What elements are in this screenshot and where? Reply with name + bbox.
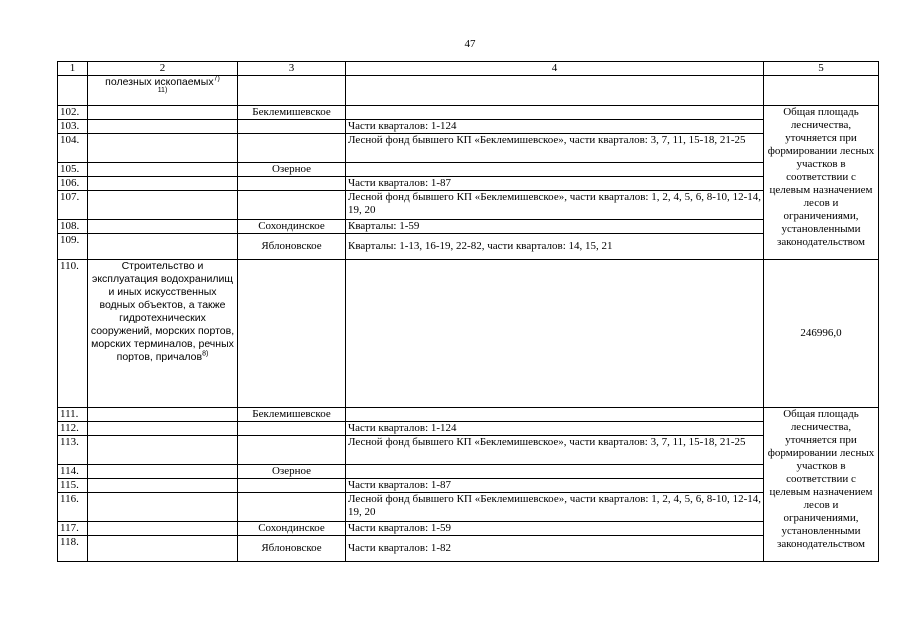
quarters-cell: Лесной фонд бывшего КП «Беклемишевское», части кварталов: 3, 7, 11, 15-18, 21-25: [346, 134, 764, 163]
forestry-name: Беклемишевское: [238, 106, 346, 120]
row-number: 115.: [58, 479, 88, 493]
table-row: [58, 106, 879, 120]
column-header: 4: [346, 62, 764, 76]
purpose-continued-text: полезных ископаемых: [105, 76, 214, 88]
empty-cell: [88, 436, 238, 465]
forestry-name: [238, 479, 346, 493]
table-row: [58, 522, 879, 536]
purpose-cell: [88, 260, 238, 408]
forestry-table: [57, 61, 879, 562]
forestry-name: Яблоновское: [238, 536, 346, 562]
quarters-cell: Части кварталов: 1-59: [346, 522, 764, 536]
area-cell: Общая площадь лесничества, уточняется при формировании лесных участков в соответствии с целевым назначением лесов и ограничениями, установленными законодательством: [764, 408, 879, 562]
empty-cell: [346, 76, 764, 106]
row-number: 107.: [58, 191, 88, 220]
table-row: [58, 422, 879, 436]
empty-cell: [238, 76, 346, 106]
empty-cell: [88, 234, 238, 260]
forestry-name: [238, 436, 346, 465]
row-number: 116.: [58, 493, 88, 522]
continued-row: [58, 76, 879, 106]
empty-cell: [88, 163, 238, 177]
quarters-cell: Лесной фонд бывшего КП «Беклемишевское», части кварталов: 1, 2, 4, 5, 6, 8-10, 12-14, 19, 20: [346, 191, 764, 220]
row-number: 114.: [58, 465, 88, 479]
forestry-name: [238, 191, 346, 220]
forestry-name: [238, 134, 346, 163]
quarters-cell: Части кварталов: 1-124: [346, 422, 764, 436]
empty-cell: [88, 536, 238, 562]
row-number: 118.: [58, 536, 88, 562]
quarters-cell: [346, 465, 764, 479]
row-number: 104.: [58, 134, 88, 163]
quarters-cell: Кварталы: 1-13, 16-19, 22-82, части кварталов: 14, 15, 21: [346, 234, 764, 260]
table-row: [58, 465, 879, 479]
table-row: [58, 134, 879, 163]
empty-cell: [88, 465, 238, 479]
forestry-name: [238, 493, 346, 522]
forestry-name: Сохондинское: [238, 522, 346, 536]
empty-cell: [88, 493, 238, 522]
footnote-ref: 8): [202, 350, 209, 358]
table-row: [58, 220, 879, 234]
quarters-cell: [346, 163, 764, 177]
row-number: 105.: [58, 163, 88, 177]
table-row: [58, 120, 879, 134]
forestry-name: Яблоновское: [238, 234, 346, 260]
table-row: [58, 177, 879, 191]
column-header: 2: [88, 62, 238, 76]
empty-cell: [88, 522, 238, 536]
table-row: [58, 260, 879, 408]
table-row: [58, 408, 879, 422]
quarters-cell: Части кварталов: 1-87: [346, 479, 764, 493]
empty-cell: [58, 76, 88, 106]
empty-cell: [88, 134, 238, 163]
empty-cell: [764, 76, 879, 106]
row-number: 113.: [58, 436, 88, 465]
column-header: 5: [764, 62, 879, 76]
row-number: 112.: [58, 422, 88, 436]
row-number: 110.: [58, 260, 88, 408]
page-number: 47: [464, 38, 476, 50]
column-header-row: [58, 62, 879, 76]
forestry-name: [238, 422, 346, 436]
forestry-name: [238, 177, 346, 191]
empty-cell: [88, 191, 238, 220]
quarters-cell: Части кварталов: 1-124: [346, 120, 764, 134]
forestry-name: [238, 120, 346, 134]
row-number: 102.: [58, 106, 88, 120]
table-row: [58, 536, 879, 562]
forestry-name: Сохондинское: [238, 220, 346, 234]
row-number: 111.: [58, 408, 88, 422]
empty-cell: [238, 260, 346, 408]
table-row: [58, 493, 879, 522]
quarters-cell: [346, 408, 764, 422]
quarters-cell: Кварталы: 1-59: [346, 220, 764, 234]
purpose-text: Строительство и эксплуатация водохранилищ и иных искусственных водных объектов, а также гидротехнических сооружений, морских портов, морских терминалов, речных портов, причалов: [90, 260, 235, 363]
footnote-ref: 7): [213, 75, 220, 83]
forestry-name: Беклемишевское: [238, 408, 346, 422]
quarters-cell: [346, 106, 764, 120]
area-cell: Общая площадь лесничества, уточняется при формировании лесных участков в соответствии с целевым назначением лесов и ограничениями, установленными законодательством: [764, 106, 879, 260]
table-row: [58, 191, 879, 220]
footnote-ref: 11): [157, 87, 168, 94]
purpose-continued-cell: [88, 76, 238, 106]
empty-cell: [88, 106, 238, 120]
quarters-cell: Части кварталов: 1-82: [346, 536, 764, 562]
row-number: 117.: [58, 522, 88, 536]
table-row: [58, 479, 879, 493]
empty-cell: [88, 220, 238, 234]
row-number: 109.: [58, 234, 88, 260]
row-number: 103.: [58, 120, 88, 134]
empty-cell: [88, 120, 238, 134]
quarters-cell: Лесной фонд бывшего КП «Беклемишевское», части кварталов: 3, 7, 11, 15-18, 21-25: [346, 436, 764, 465]
row-number: 106.: [58, 177, 88, 191]
row-number: 108.: [58, 220, 88, 234]
quarters-cell: Лесной фонд бывшего КП «Беклемишевское», части кварталов: 1, 2, 4, 5, 6, 8-10, 12-14, 19, 20: [346, 493, 764, 522]
empty-cell: [88, 479, 238, 493]
table-row: [58, 436, 879, 465]
forestry-name: Озерное: [238, 163, 346, 177]
table-row: [58, 163, 879, 177]
table-row: [58, 234, 879, 260]
forestry-name: Озерное: [238, 465, 346, 479]
empty-cell: [346, 260, 764, 408]
empty-cell: [88, 177, 238, 191]
column-header: 3: [238, 62, 346, 76]
empty-cell: [88, 422, 238, 436]
empty-cell: [88, 408, 238, 422]
column-header: 1: [58, 62, 88, 76]
quarters-cell: Части кварталов: 1-87: [346, 177, 764, 191]
area-value: 246996,0: [764, 260, 879, 408]
